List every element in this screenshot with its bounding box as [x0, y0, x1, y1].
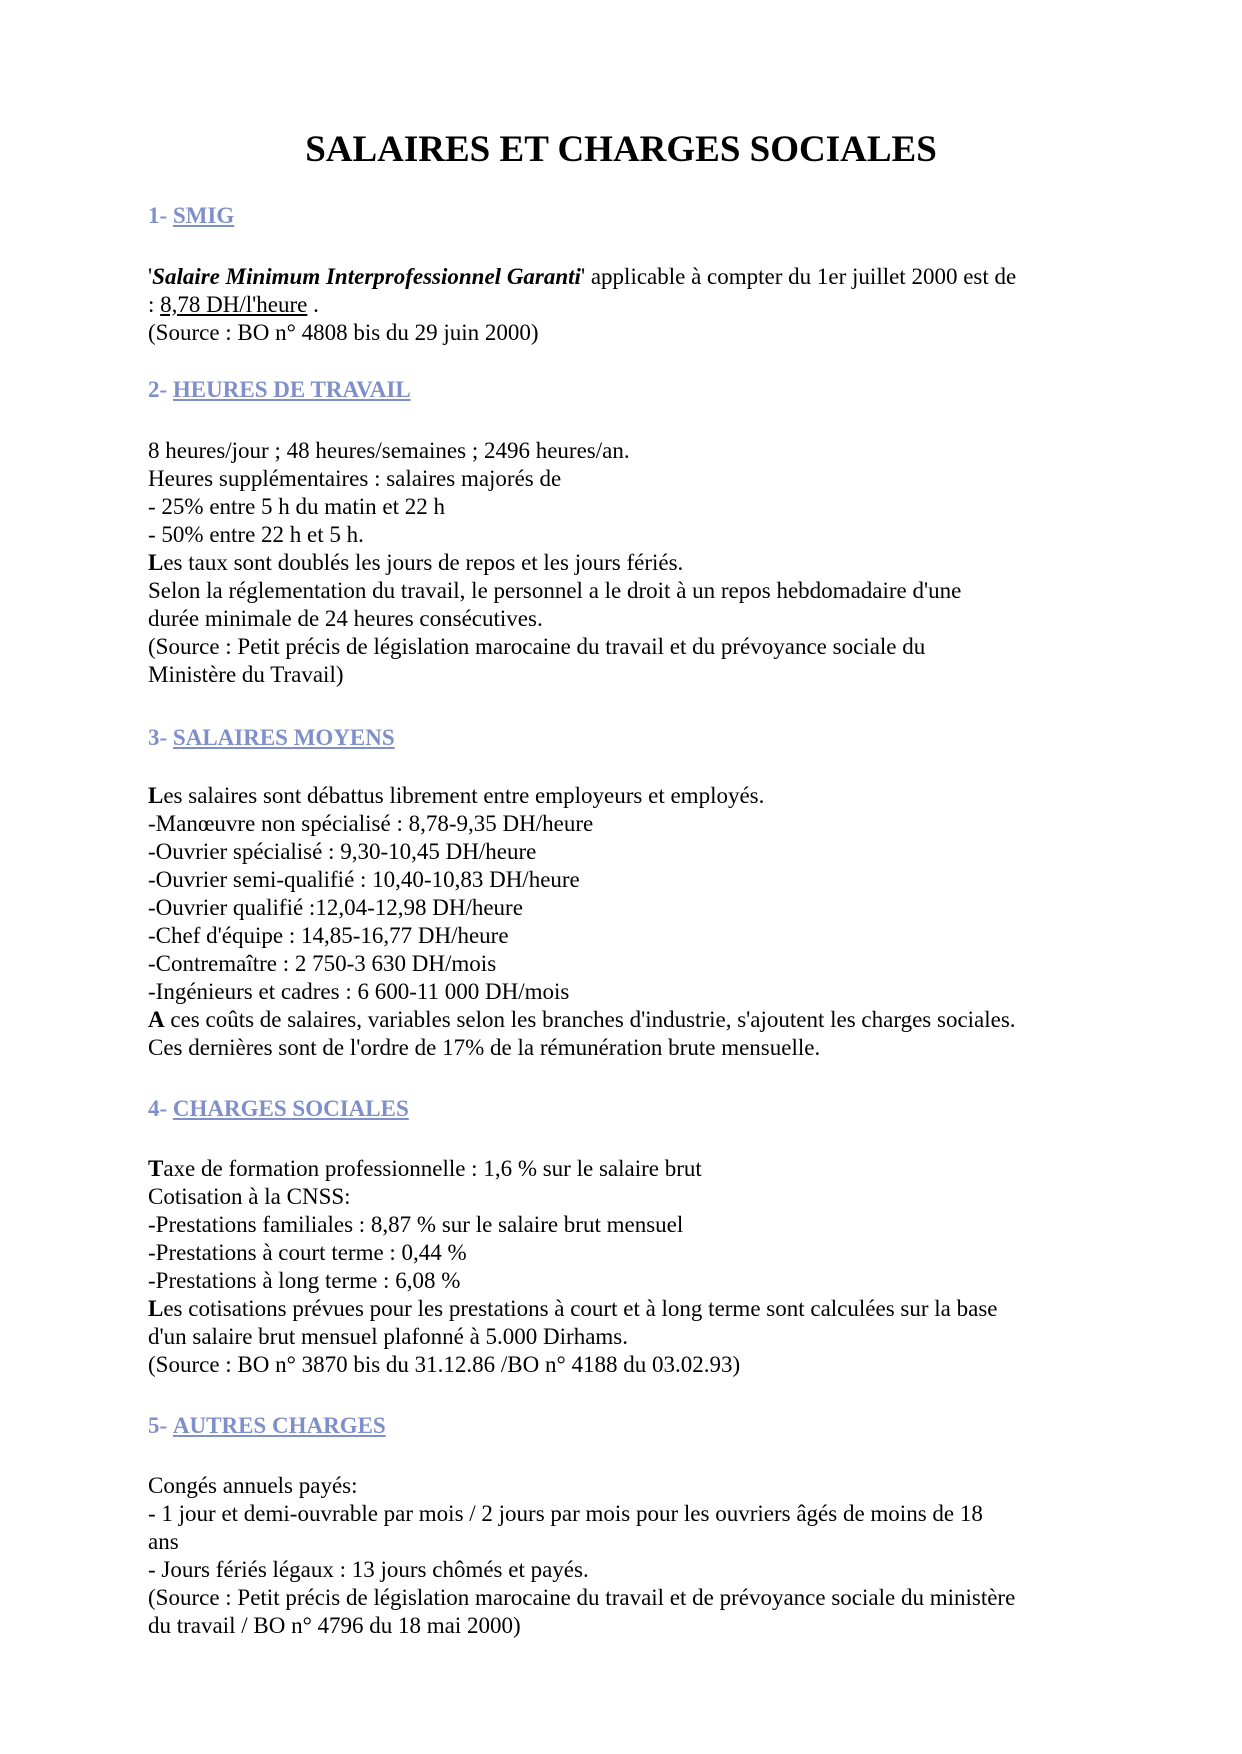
text-line: durée minimale de 24 heures consécutives.: [148, 606, 543, 631]
text-line: 8 heures/jour ; 48 heures/semaines ; 2496 heures/an.: [148, 438, 630, 463]
text-line: -Manœuvre non spécialisé : 8,78-9,35 DH/heure: [148, 811, 594, 836]
text-line: d'un salaire brut mensuel plafonné à 5.000 Dirhams.: [148, 1324, 628, 1349]
text-line: -Contremaître : 2 750-3 630 DH/mois: [148, 951, 497, 976]
text-line: -Chef d'équipe : 14,85-16,77 DH/heure: [148, 923, 509, 948]
text-line: Les taux sont doublés les jours de repos et les jours fériés.: [148, 550, 684, 575]
text-line: ans: [148, 1529, 179, 1554]
text-line: Taxe de formation professionnelle : 1,6 % sur le salaire brut: [148, 1156, 702, 1181]
section-heading-autres-charges: [148, 1412, 386, 1440]
text-line: -Ingénieurs et cadres : 6 600-11 000 DH/mois: [148, 979, 570, 1004]
smig-rate: 8,78 DH/l'heure: [160, 292, 308, 317]
section-title: SALAIRES MOYENS: [172, 725, 395, 750]
section-title: AUTRES CHARGES: [172, 1413, 386, 1438]
text-line: -Ouvrier qualifié :12,04-12,98 DH/heure: [148, 895, 523, 920]
smig-term: Salaire Minimum Interprofessionnel Garanti: [152, 264, 581, 289]
text-line: - 1 jour et demi-ouvrable par mois / 2 jours par mois pour les ouvriers âgés de moins de 18: [148, 1501, 983, 1526]
text-line: Cotisation à la CNSS:: [148, 1184, 351, 1209]
text-line: Les salaires sont débattus librement entre employeurs et employés.: [148, 783, 765, 808]
section-number: 4-: [148, 1096, 168, 1121]
text-line: - 50% entre 22 h et 5 h.: [148, 522, 364, 547]
text-line: Les cotisations prévues pour les prestations à court et à long terme sont calculées sur la base: [148, 1296, 998, 1321]
smig-definition-line: 'Salaire Minimum Interprofessionnel Garanti' applicable à compter du 1er juillet 2000 est de: [148, 264, 1017, 289]
section-title: HEURES DE TRAVAIL: [172, 377, 411, 402]
section-number: 3-: [148, 725, 168, 750]
text-line: Ministère du Travail): [148, 662, 344, 687]
text-line: du travail / BO n° 4796 du 18 mai 2000): [148, 1613, 521, 1638]
text-line: - 25% entre 5 h du matin et 22 h: [148, 494, 446, 519]
text-line: -Ouvrier semi-qualifié : 10,40-10,83 DH/heure: [148, 867, 580, 892]
text-line: Selon la réglementation du travail, le personnel a le droit à un repos hebdomadaire d'une: [148, 578, 962, 603]
text-line: Heures supplémentaires : salaires majorés de: [148, 466, 562, 491]
text-line: -Prestations à long terme : 6,08 %: [148, 1268, 461, 1293]
text-line: -Ouvrier spécialisé : 9,30-10,45 DH/heure: [148, 839, 537, 864]
text-line: Ces dernières sont de l'ordre de 17% de la rémunération brute mensuelle.: [148, 1035, 821, 1060]
text-line: A ces coûts de salaires, variables selon les branches d'industrie, s'ajoutent les charges sociales.: [148, 1007, 1016, 1032]
text-line: - Jours fériés légaux : 13 jours chômés et payés.: [148, 1557, 589, 1582]
section-number: 2-: [148, 377, 168, 402]
text-line: (Source : BO n° 3870 bis du 31.12.86 /BO n° 4188 du 03.02.93): [148, 1352, 741, 1377]
page-title: SALAIRES ET CHARGES SOCIALES: [305, 129, 937, 170]
smig-rate-line: : 8,78 DH/l'heure .: [148, 292, 319, 317]
smig-source: (Source : BO n° 4808 bis du 29 juin 2000): [148, 320, 539, 345]
section-heading-smig: [148, 202, 234, 230]
section-title: CHARGES SOCIALES: [172, 1096, 409, 1121]
section-number: 1-: [148, 203, 168, 228]
section-number: 5-: [148, 1413, 168, 1438]
section-heading-heures: [148, 376, 411, 404]
text-line: -Prestations à court terme : 0,44 %: [148, 1240, 467, 1265]
text-line: -Prestations familiales : 8,87 % sur le salaire brut mensuel: [148, 1212, 684, 1237]
section-title: SMIG: [172, 203, 235, 228]
text-line: (Source : Petit précis de législation marocaine du travail et du prévoyance sociale du: [148, 634, 926, 659]
text-line: (Source : Petit précis de législation marocaine du travail et de prévoyance sociale du ministère: [148, 1585, 1016, 1610]
section-heading-charges-sociales: [148, 1095, 409, 1123]
text-line: Congés annuels payés:: [148, 1473, 358, 1498]
section-heading-salaires: [148, 724, 395, 752]
